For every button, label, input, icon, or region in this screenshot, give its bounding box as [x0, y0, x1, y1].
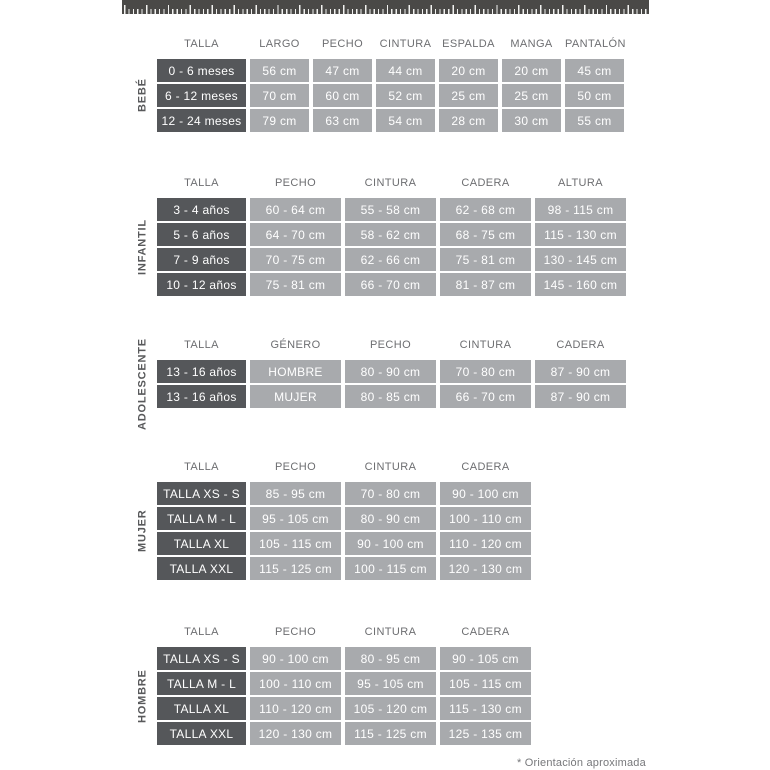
- infantil-measure-value-cell: 60 - 64 cm: [250, 198, 341, 221]
- measuring-tape-ruler-icon: [122, 0, 649, 14]
- infantil-measure-value-cell: 70 - 75 cm: [250, 248, 341, 271]
- mujer-measure-value-cell: 120 - 130 cm: [440, 557, 531, 580]
- section-hombre: [134, 624, 531, 745]
- hombre-measure-value-cell: 105 - 115 cm: [440, 672, 531, 695]
- adolescente-measure-value-cell: MUJER: [250, 385, 341, 408]
- bebe-measure-value-cell: 52 cm: [376, 84, 435, 107]
- infantil-size-label-cell: 7 - 9 años: [157, 248, 246, 271]
- mujer-measure-value-cell: 100 - 110 cm: [440, 507, 531, 530]
- table-infantil: [157, 175, 626, 296]
- section-bebe: [134, 36, 624, 132]
- adolescente-column-header: CINTURA: [459, 339, 512, 351]
- section-label-mujer: MUJER: [136, 509, 149, 553]
- bebe-measure-value-cell: 28 cm: [439, 109, 498, 132]
- bebe-size-label-cell: 6 - 12 meses: [157, 84, 246, 107]
- bebe-rows: [157, 59, 624, 132]
- mujer-measure-value-cell: 90 - 100 cm: [440, 482, 531, 505]
- bebe-measure-value-cell: 47 cm: [313, 59, 372, 82]
- bebe-measure-value-cell: 54 cm: [376, 109, 435, 132]
- mujer-size-label-cell: TALLA XS - S: [157, 482, 246, 505]
- mujer-measure-value-cell: 105 - 115 cm: [250, 532, 341, 555]
- infantil-measure-value-cell: 58 - 62 cm: [345, 223, 436, 246]
- hombre-measure-value-cell: 90 - 100 cm: [250, 647, 341, 670]
- mujer-rows: [157, 482, 531, 580]
- mujer-measure-value-cell: 95 - 105 cm: [250, 507, 341, 530]
- infantil-measure-value-cell: 75 - 81 cm: [250, 273, 341, 296]
- hombre-header-row: [157, 624, 531, 640]
- infantil-measure-value-cell: 130 - 145 cm: [535, 248, 626, 271]
- section-mujer: [134, 459, 531, 580]
- hombre-column-header: TALLA: [184, 626, 219, 638]
- bebe-measure-value-cell: 56 cm: [250, 59, 309, 82]
- hombre-size-label-cell: TALLA XXL: [157, 722, 246, 745]
- bebe-column-header: LARGO: [259, 38, 300, 50]
- bebe-column-header: MANGA: [510, 38, 553, 50]
- adolescente-column-header: CADERA: [556, 339, 605, 351]
- bebe-measure-value-cell: 45 cm: [565, 59, 624, 82]
- mujer-column-header: CINTURA: [364, 461, 417, 473]
- hombre-measure-value-cell: 125 - 135 cm: [440, 722, 531, 745]
- bebe-measure-value-cell: 30 cm: [502, 109, 561, 132]
- table-mujer: [157, 459, 531, 580]
- bebe-measure-value-cell: 44 cm: [376, 59, 435, 82]
- hombre-size-label-cell: TALLA XS - S: [157, 647, 246, 670]
- section-label-bebe: BEBÉ: [136, 78, 149, 113]
- infantil-column-header: CADERA: [461, 177, 510, 189]
- hombre-size-label-cell: TALLA M - L: [157, 672, 246, 695]
- infantil-measure-value-cell: 68 - 75 cm: [440, 223, 531, 246]
- mujer-measure-value-cell: 80 - 90 cm: [345, 507, 436, 530]
- bebe-column-header: PANTALÓN: [565, 38, 626, 50]
- adolescente-rows: [157, 360, 626, 408]
- infantil-measure-value-cell: 62 - 66 cm: [345, 248, 436, 271]
- hombre-column-header: PECHO: [274, 626, 317, 638]
- adolescente-measure-value-cell: 70 - 80 cm: [440, 360, 531, 383]
- adolescente-size-label-cell: 13 - 16 años: [157, 360, 246, 383]
- footnote: * Orientación aproximada: [517, 757, 646, 769]
- hombre-measure-value-cell: 105 - 120 cm: [345, 697, 436, 720]
- hombre-measure-value-cell: 80 - 95 cm: [345, 647, 436, 670]
- infantil-size-label-cell: 3 - 4 años: [157, 198, 246, 221]
- bebe-measure-value-cell: 20 cm: [439, 59, 498, 82]
- table-bebe: [157, 36, 624, 132]
- mujer-column-header: PECHO: [274, 461, 317, 473]
- adolescente-measure-value-cell: 66 - 70 cm: [440, 385, 531, 408]
- mujer-size-label-cell: TALLA XL: [157, 532, 246, 555]
- infantil-header-row: [157, 175, 626, 191]
- adolescente-measure-value-cell: 80 - 85 cm: [345, 385, 436, 408]
- infantil-measure-value-cell: 145 - 160 cm: [535, 273, 626, 296]
- mujer-header-row: [157, 459, 531, 475]
- mujer-measure-value-cell: 85 - 95 cm: [250, 482, 341, 505]
- hombre-measure-value-cell: 95 - 105 cm: [345, 672, 436, 695]
- mujer-size-label-cell: TALLA XXL: [157, 557, 246, 580]
- section-label-adolescente: ADOLESCENTE: [136, 338, 149, 430]
- mujer-size-label-cell: TALLA M - L: [157, 507, 246, 530]
- mujer-column-header: CADERA: [461, 461, 510, 473]
- section-label-infantil: INFANTIL: [136, 219, 149, 275]
- infantil-size-label-cell: 5 - 6 años: [157, 223, 246, 246]
- section-infantil: [134, 175, 626, 296]
- infantil-measure-value-cell: 62 - 68 cm: [440, 198, 531, 221]
- mujer-column-header: TALLA: [184, 461, 219, 473]
- table-adolescente: [157, 337, 626, 408]
- bebe-header-row: [157, 36, 624, 52]
- infantil-measure-value-cell: 66 - 70 cm: [345, 273, 436, 296]
- adolescente-size-label-cell: 13 - 16 años: [157, 385, 246, 408]
- hombre-column-header: CADERA: [461, 626, 510, 638]
- bebe-size-label-cell: 12 - 24 meses: [157, 109, 246, 132]
- mujer-measure-value-cell: 70 - 80 cm: [345, 482, 436, 505]
- hombre-size-label-cell: TALLA XL: [157, 697, 246, 720]
- adolescente-measure-value-cell: HOMBRE: [250, 360, 341, 383]
- adolescente-column-header: TALLA: [184, 339, 219, 351]
- adolescente-measure-value-cell: 87 - 90 cm: [535, 360, 626, 383]
- hombre-measure-value-cell: 115 - 125 cm: [345, 722, 436, 745]
- section-adolescente: [134, 337, 626, 430]
- infantil-measure-value-cell: 55 - 58 cm: [345, 198, 436, 221]
- hombre-measure-value-cell: 115 - 130 cm: [440, 697, 531, 720]
- hombre-measure-value-cell: 120 - 130 cm: [250, 722, 341, 745]
- infantil-column-header: CINTURA: [364, 177, 417, 189]
- infantil-column-header: ALTURA: [558, 177, 603, 189]
- bebe-column-header: PECHO: [321, 38, 364, 50]
- adolescente-measure-value-cell: 80 - 90 cm: [345, 360, 436, 383]
- bebe-measure-value-cell: 20 cm: [502, 59, 561, 82]
- hombre-measure-value-cell: 90 - 105 cm: [440, 647, 531, 670]
- section-label-hombre: HOMBRE: [136, 669, 149, 723]
- bebe-measure-value-cell: 60 cm: [313, 84, 372, 107]
- bebe-column-header: CINTURA: [379, 38, 432, 50]
- infantil-size-label-cell: 10 - 12 años: [157, 273, 246, 296]
- adolescente-measure-value-cell: 87 - 90 cm: [535, 385, 626, 408]
- hombre-measure-value-cell: 110 - 120 cm: [250, 697, 341, 720]
- mujer-measure-value-cell: 90 - 100 cm: [345, 532, 436, 555]
- bebe-measure-value-cell: 25 cm: [439, 84, 498, 107]
- bebe-measure-value-cell: 70 cm: [250, 84, 309, 107]
- infantil-measure-value-cell: 115 - 130 cm: [535, 223, 626, 246]
- mujer-measure-value-cell: 100 - 115 cm: [345, 557, 436, 580]
- infantil-measure-value-cell: 64 - 70 cm: [250, 223, 341, 246]
- adolescente-column-header: GÉNERO: [270, 339, 321, 351]
- hombre-measure-value-cell: 100 - 110 cm: [250, 672, 341, 695]
- infantil-column-header: PECHO: [274, 177, 317, 189]
- infantil-measure-value-cell: 75 - 81 cm: [440, 248, 531, 271]
- adolescente-header-row: [157, 337, 626, 353]
- mujer-measure-value-cell: 110 - 120 cm: [440, 532, 531, 555]
- hombre-rows: [157, 647, 531, 745]
- table-hombre: [157, 624, 531, 745]
- infantil-measure-value-cell: 81 - 87 cm: [440, 273, 531, 296]
- infantil-column-header: TALLA: [184, 177, 219, 189]
- bebe-size-label-cell: 0 - 6 meses: [157, 59, 246, 82]
- adolescente-column-header: PECHO: [369, 339, 412, 351]
- bebe-measure-value-cell: 25 cm: [502, 84, 561, 107]
- bebe-measure-value-cell: 50 cm: [565, 84, 624, 107]
- bebe-column-header: TALLA: [184, 38, 219, 50]
- bebe-measure-value-cell: 79 cm: [250, 109, 309, 132]
- infantil-rows: [157, 198, 626, 296]
- mujer-measure-value-cell: 115 - 125 cm: [250, 557, 341, 580]
- bebe-measure-value-cell: 63 cm: [313, 109, 372, 132]
- infantil-measure-value-cell: 98 - 115 cm: [535, 198, 626, 221]
- hombre-column-header: CINTURA: [364, 626, 417, 638]
- bebe-column-header: ESPALDA: [442, 38, 495, 50]
- bebe-measure-value-cell: 55 cm: [565, 109, 624, 132]
